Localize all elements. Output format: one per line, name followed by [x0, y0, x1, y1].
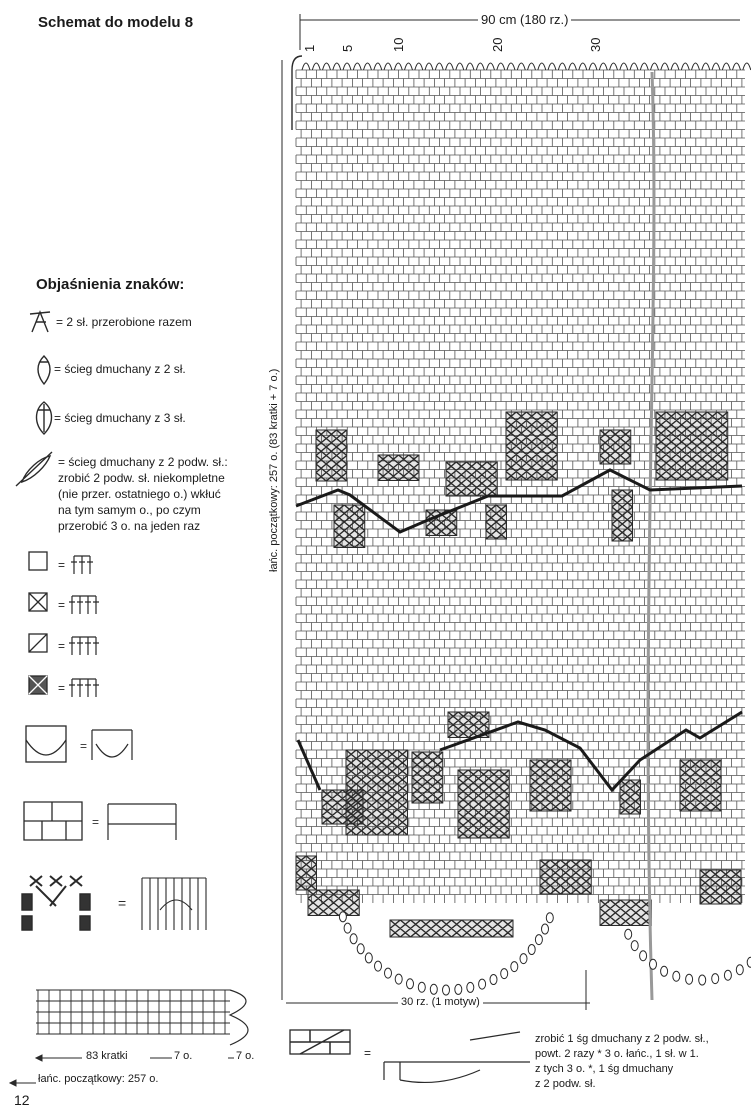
cross-block-frame	[458, 770, 509, 838]
legend-eq: =	[58, 598, 66, 612]
column-number: 10	[391, 37, 406, 52]
page-number: 12	[14, 1092, 30, 1108]
legend-text: = ścieg dmuchany z 3 sł.	[54, 411, 186, 425]
column-number: 20	[490, 37, 505, 52]
puff-stitch-3-icon	[37, 402, 52, 434]
note-eq: =	[364, 1046, 372, 1060]
arch-eq: =	[80, 739, 88, 753]
legend-text: = 2 sł. przerobione razem	[56, 315, 192, 329]
motif-width-label: 30 rz. (1 motyw)	[398, 996, 483, 1008]
page-title: Schemat do modelu 8	[38, 14, 194, 31]
cross-block-frame	[308, 890, 359, 916]
legend-eq: =	[58, 558, 66, 572]
cross-block-frame	[486, 505, 507, 539]
cross-block-frame	[412, 752, 443, 803]
mini-grid	[36, 990, 230, 1034]
cross-block-frame	[446, 462, 497, 496]
note-stitch-diagram	[384, 1032, 530, 1082]
cross-block-frame	[530, 760, 571, 811]
arch-symbol	[92, 730, 132, 760]
brick-icon	[24, 802, 82, 840]
symbol-diagonal	[69, 637, 99, 655]
cross-block-frame	[378, 455, 419, 481]
legend-title: Objaśnienia znaków:	[36, 276, 185, 293]
side-bracket	[292, 56, 302, 130]
cross-block-frame	[600, 430, 631, 464]
note-block-mark	[290, 1030, 350, 1054]
symbol-crossed	[69, 596, 99, 614]
puff-stitch-2-icon	[38, 356, 50, 384]
cross-block-frame	[316, 430, 347, 481]
chain-7-label: 7 o.	[236, 1050, 255, 1062]
legend-text-block: = ścieg dmuchany z 2 podw. sł.: zrobić 2 podw. sł. niekompletne (nie przer. ostatniego o.) wkłuć na tym samym o., po czym przerobić 3 o. na jeden raz	[58, 455, 228, 533]
puff-stitch-double-icon	[16, 452, 52, 486]
arch-square-icon	[26, 726, 66, 762]
empty-square-icon	[29, 552, 47, 570]
cross-block-frame	[612, 490, 633, 541]
top-edge-stitches	[302, 63, 751, 70]
cross-block-frame	[680, 760, 721, 811]
column-number: 5	[340, 44, 355, 52]
cross-block-frame	[334, 505, 365, 548]
cross-block-frame	[620, 780, 641, 814]
column-number: 1	[302, 44, 317, 52]
crossover-icon	[30, 876, 82, 906]
cross-block-frame	[600, 900, 651, 926]
cross-block-frame	[296, 856, 317, 890]
side-chain-label: łańc. początkowy: 257 o. (83 kratki + 7 o.)	[268, 368, 280, 572]
cross-block-frame	[700, 870, 741, 904]
cross-block-frame	[322, 790, 363, 824]
crossover-symbol	[142, 878, 206, 930]
legend-text: = ścieg dmuchany z 2 sł.	[54, 362, 186, 376]
chain-7-label: 7 o.	[174, 1050, 193, 1062]
width-label: 90 cm (180 rz.)	[478, 12, 571, 27]
cross-block-frame	[540, 860, 591, 894]
brick-eq: =	[92, 815, 100, 829]
crossover-eq: =	[118, 895, 127, 911]
legend-eq: =	[58, 681, 66, 695]
puff-stitch-note: zrobić 1 śg dmuchany z 2 podw. sł., powt. 2 razy * 3 o. łańc., 1 sł. w 1. z tych 3 o. *, 1 śg dmuchany z 2 podw. sł.	[535, 1033, 709, 1090]
mini-chain-loops	[230, 990, 248, 1045]
initial-chain-label: łańc. początkowy: 257 o.	[38, 1073, 159, 1085]
column-number: 30	[588, 37, 603, 52]
cross-block-frame	[656, 412, 728, 480]
legend-eq: =	[58, 639, 66, 653]
symbol-filled	[69, 679, 99, 697]
brick-symbol	[108, 804, 176, 840]
arch-curve	[26, 740, 66, 755]
cross-block-frame	[506, 412, 557, 480]
kratki-label: 83 kratki	[86, 1050, 128, 1062]
cross-block-frame	[390, 920, 513, 937]
two-stitches-together-icon	[30, 312, 50, 332]
symbol-empty	[71, 556, 93, 574]
